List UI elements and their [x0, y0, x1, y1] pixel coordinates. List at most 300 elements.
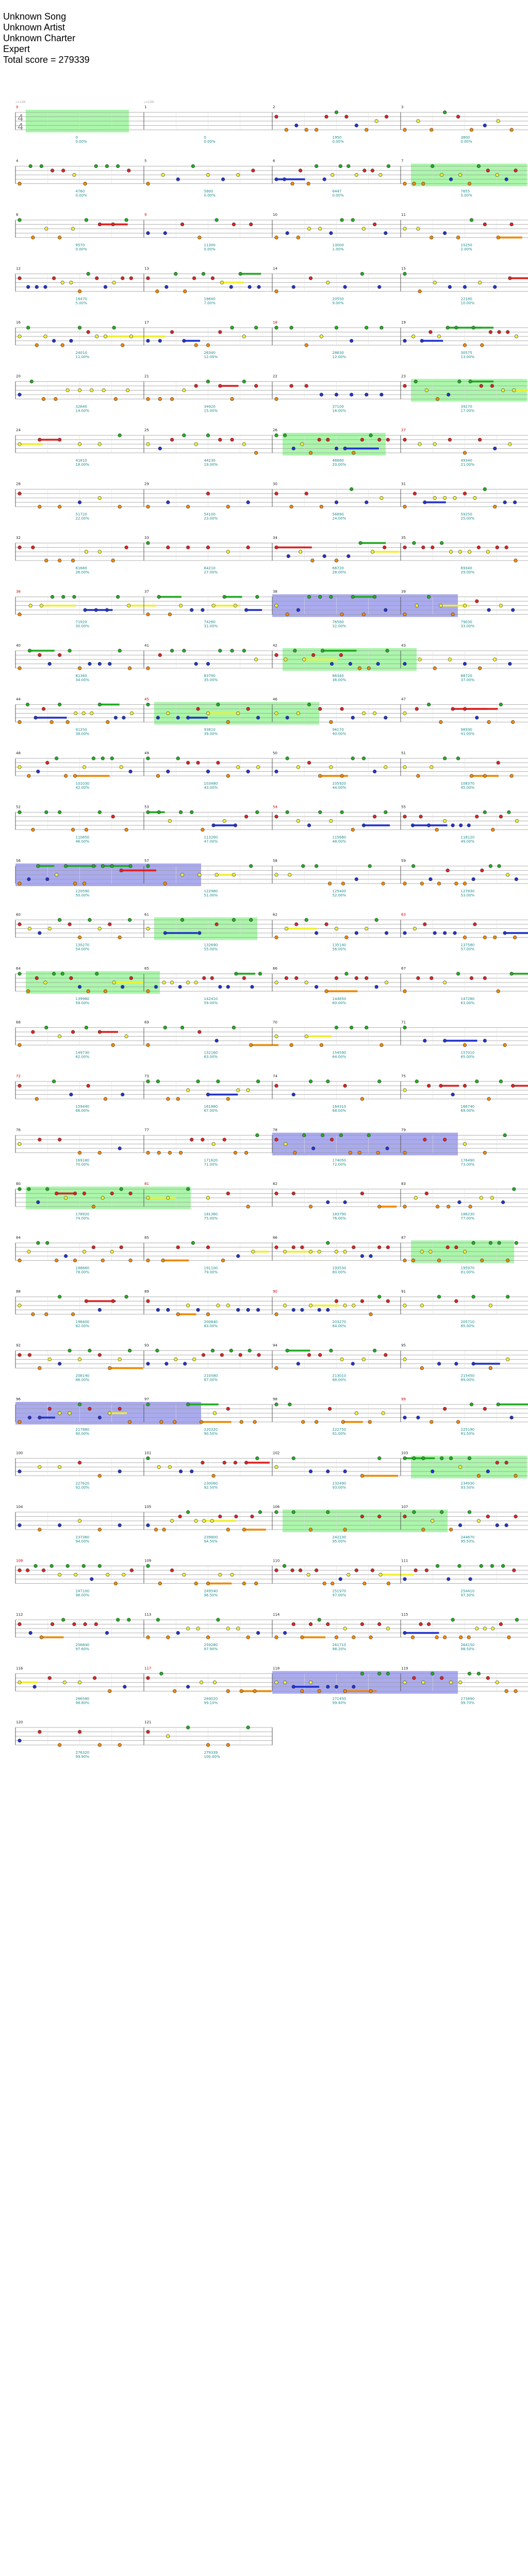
- measure-score: 259280: [204, 1643, 218, 1647]
- note-gem: [146, 1636, 150, 1639]
- note-gem: [439, 1084, 443, 1088]
- note-gem: [376, 1151, 380, 1155]
- note-gem: [125, 1295, 128, 1299]
- measure-number: 117: [144, 1666, 152, 1671]
- note-gem: [42, 397, 45, 401]
- note-gem: [325, 990, 328, 993]
- sustain-tail: [512, 973, 528, 975]
- note-gem: [420, 339, 424, 343]
- note-gem: [254, 384, 258, 388]
- artist-name: Unknown Artist: [3, 22, 65, 32]
- note-gem: [84, 1622, 87, 1626]
- note-gem: [307, 761, 311, 765]
- measure-percent: 0.00%: [75, 193, 87, 198]
- note-gem: [307, 1353, 311, 1357]
- note-gem: [377, 1672, 381, 1675]
- measure-score: 86340: [332, 674, 344, 678]
- note-gem: [451, 1093, 455, 1096]
- note-gem: [491, 1627, 495, 1631]
- measure-percent: 0.00%: [204, 247, 216, 251]
- note-gem: [226, 1192, 230, 1195]
- note-gem: [440, 1511, 443, 1514]
- note-gem: [223, 595, 226, 599]
- measure-percent: 22.00%: [75, 516, 90, 521]
- note-gem: [468, 182, 471, 185]
- note-gem: [51, 595, 54, 599]
- note-gem: [167, 1097, 170, 1101]
- note-gem: [403, 1681, 407, 1684]
- measure-percent: 25.00%: [460, 516, 475, 521]
- measure-score: 93810: [204, 727, 216, 732]
- note-gem: [299, 550, 302, 554]
- note-gem: [305, 492, 308, 496]
- note-gem: [98, 1416, 102, 1419]
- note-gem: [215, 218, 219, 222]
- note-gem: [403, 711, 407, 715]
- measure-score: 176490: [460, 1158, 475, 1163]
- note-gem: [58, 438, 61, 442]
- note-gem: [183, 1362, 187, 1366]
- note-gem: [418, 443, 422, 446]
- note-gem: [443, 1636, 447, 1639]
- note-gem: [201, 1461, 205, 1465]
- note-gem: [186, 1304, 190, 1308]
- note-gem: [18, 218, 22, 222]
- note-gem: [111, 815, 115, 819]
- note-gem: [283, 434, 287, 437]
- note-gem: [167, 770, 170, 773]
- note-gem: [309, 1304, 312, 1308]
- measure-number: 11: [401, 213, 406, 217]
- note-gem: [343, 1200, 347, 1204]
- note-gem: [351, 828, 355, 832]
- measure-score: 139960: [75, 997, 90, 1001]
- note-gem: [179, 604, 183, 607]
- note-gem: [64, 1196, 68, 1200]
- note-gem: [431, 1470, 434, 1473]
- note-gem: [360, 1192, 364, 1195]
- note-gem: [219, 1573, 222, 1577]
- note-gem: [487, 608, 491, 612]
- measure-number: 14: [273, 266, 277, 271]
- measure-score: 28630: [332, 351, 344, 355]
- note-gem: [18, 335, 22, 338]
- note-gem: [443, 1039, 447, 1043]
- sustain-tail: [287, 1350, 310, 1352]
- measure-percent: 64.00%: [332, 1055, 346, 1059]
- note-gem: [486, 550, 490, 554]
- note-gem: [35, 976, 39, 980]
- sustain-tail: [20, 443, 42, 445]
- measure-number: 82: [273, 1182, 277, 1186]
- measure-percent: 1.00%: [332, 247, 344, 251]
- note-gem: [98, 662, 102, 666]
- note-gem: [501, 1564, 505, 1568]
- note-gem: [384, 766, 388, 769]
- measure-percent: 98.80%: [75, 1701, 90, 1705]
- measure-score: 174050: [332, 1158, 346, 1163]
- note-gem: [64, 1255, 68, 1258]
- note-gem: [384, 810, 388, 814]
- note-gem: [122, 1573, 126, 1577]
- note-gem: [246, 1205, 250, 1209]
- note-gem: [373, 1349, 376, 1352]
- note-gem: [18, 443, 22, 446]
- measure-percent: 63.00%: [204, 1055, 218, 1059]
- note-gem: [190, 1138, 193, 1142]
- note-gem: [380, 326, 384, 330]
- note-gem: [226, 1407, 230, 1411]
- note-gem: [498, 330, 501, 334]
- measure-percent: 38.00%: [75, 732, 90, 736]
- note-gem: [377, 1622, 381, 1626]
- note-gem: [129, 770, 133, 773]
- measure-number: 34: [273, 536, 277, 540]
- note-gem: [223, 1461, 226, 1465]
- note-gem: [403, 505, 407, 509]
- measure-percent: 42.00%: [75, 786, 90, 790]
- note-gem: [108, 1689, 111, 1693]
- measure-number: 36: [16, 589, 21, 594]
- measure-percent: 48.00%: [332, 839, 346, 844]
- note-gem: [118, 1358, 122, 1361]
- measure-percent: 0.00%: [204, 193, 216, 198]
- note-gem: [38, 1528, 42, 1532]
- measure-percent: 75.00%: [204, 1216, 218, 1221]
- measure-number: 93: [144, 1343, 149, 1348]
- note-gem: [78, 1730, 81, 1734]
- measure-number: 60: [16, 912, 21, 917]
- note-gem: [31, 1030, 35, 1034]
- note-gem: [362, 757, 366, 760]
- note-gem: [411, 1636, 415, 1639]
- measure-number: 62: [273, 912, 277, 917]
- note-gem: [508, 662, 512, 666]
- note-gem: [220, 281, 224, 284]
- note-gem: [183, 434, 186, 437]
- note-gem: [433, 931, 437, 935]
- note-gem: [413, 927, 417, 930]
- note-gem: [64, 774, 68, 778]
- sustain-tail: [40, 439, 58, 441]
- measure-number: 73: [144, 1074, 149, 1078]
- measure-percent: 0.00%: [332, 193, 344, 198]
- note-gem: [251, 1515, 254, 1518]
- note-gem: [329, 766, 333, 769]
- note-gem: [105, 608, 109, 612]
- note-gem: [92, 1246, 95, 1249]
- note-gem: [480, 1196, 483, 1200]
- note-gem: [343, 1689, 347, 1693]
- measure-number: 58: [273, 859, 277, 863]
- note-gem: [88, 918, 92, 922]
- measure-score: 215450: [460, 1374, 475, 1378]
- note-gem: [473, 923, 477, 926]
- measure-number: 18: [273, 320, 277, 325]
- note-gem: [458, 1564, 461, 1568]
- note-gem: [275, 873, 278, 877]
- note-gem: [483, 810, 487, 814]
- note-gem: [101, 757, 105, 760]
- note-gem: [230, 1573, 234, 1577]
- note-gem: [470, 976, 473, 980]
- measure-score: 237360: [75, 1535, 90, 1539]
- note-gem: [458, 1200, 461, 1204]
- measure-score: 230060: [204, 1481, 218, 1486]
- note-gem: [194, 1582, 198, 1585]
- note-gem: [146, 990, 150, 993]
- note-gem: [242, 976, 246, 980]
- sustain-tail: [286, 928, 317, 930]
- note-gem: [463, 1142, 467, 1146]
- measure-percent: 27.00%: [204, 570, 218, 574]
- note-gem: [443, 981, 447, 985]
- note-gem: [71, 559, 75, 563]
- note-gem: [110, 865, 114, 868]
- measure-score: 16470: [75, 297, 87, 301]
- note-gem: [412, 541, 416, 545]
- note-gem: [436, 1205, 439, 1209]
- note-gem: [275, 236, 278, 240]
- note-gem: [61, 595, 65, 599]
- note-gem: [275, 1035, 278, 1038]
- note-gem: [486, 169, 490, 173]
- measure-score: 234930: [460, 1481, 475, 1486]
- note-gem: [18, 1142, 22, 1146]
- note-gem: [425, 1192, 428, 1195]
- note-gem: [206, 662, 210, 666]
- note-gem: [352, 1304, 355, 1308]
- note-gem: [510, 1416, 514, 1419]
- note-gem: [248, 1349, 252, 1352]
- measure-percent: 92.00%: [75, 1485, 90, 1490]
- note-gem: [111, 223, 115, 226]
- measure-number: 98: [273, 1397, 277, 1401]
- measure-percent: 82.00%: [75, 1324, 90, 1328]
- note-gem: [206, 434, 210, 437]
- note-gem: [31, 1313, 35, 1316]
- measure-score: 105920: [332, 782, 346, 786]
- note-gem: [161, 1259, 165, 1262]
- note-gem: [490, 384, 494, 388]
- note-gem: [178, 1515, 182, 1518]
- note-gem: [487, 1097, 491, 1101]
- note-gem: [420, 882, 424, 886]
- note-gem: [249, 223, 253, 226]
- note-gem: [387, 1582, 390, 1585]
- note-gem: [506, 873, 509, 877]
- note-gem: [110, 1250, 114, 1253]
- note-gem: [246, 1308, 250, 1312]
- note-gem: [375, 918, 378, 922]
- note-gem: [503, 1043, 507, 1047]
- note-gem: [369, 1636, 373, 1639]
- measure-score: 3800: [460, 135, 470, 140]
- note-gem: [365, 1026, 368, 1029]
- measure-number: 29: [144, 482, 149, 486]
- measure-number: 97: [144, 1397, 149, 1401]
- note-gem: [411, 865, 415, 868]
- note-gem: [58, 1138, 61, 1142]
- measure-score: 188660: [75, 1266, 90, 1270]
- note-gem: [286, 613, 289, 616]
- measure-percent: 34.00%: [75, 678, 90, 682]
- note-gem: [340, 1358, 344, 1361]
- note-gem: [379, 173, 383, 177]
- sustain-tail: [465, 708, 498, 710]
- measure-number: 79: [401, 1128, 406, 1132]
- sustain-tail: [36, 717, 67, 719]
- measure-number: 95: [401, 1343, 406, 1348]
- note-gem: [190, 1470, 193, 1473]
- note-gem: [98, 550, 102, 554]
- note-gem: [373, 595, 376, 599]
- note-gem: [360, 1474, 364, 1478]
- note-gem: [341, 1420, 345, 1424]
- measure-number: 48: [16, 751, 21, 755]
- measure-percent: 53.00%: [460, 893, 475, 897]
- note-gem: [186, 1188, 190, 1191]
- note-gem: [95, 972, 98, 976]
- note-gem: [78, 388, 81, 392]
- measure-number: 0: [16, 105, 19, 109]
- note-gem: [443, 757, 447, 760]
- measure-percent: 44.00%: [332, 786, 346, 790]
- measure-score: 261710: [332, 1643, 346, 1647]
- note-gem: [194, 344, 198, 347]
- note-gem: [326, 1200, 330, 1204]
- note-gem: [433, 667, 437, 670]
- note-gem: [186, 1089, 190, 1092]
- note-gem: [101, 1259, 105, 1262]
- measure-score: 217880: [75, 1428, 90, 1432]
- measure-score: 103480: [204, 782, 218, 786]
- note-gem: [58, 559, 61, 563]
- note-gem: [78, 1681, 81, 1684]
- note-gem: [386, 438, 390, 442]
- measure-number: 54: [273, 805, 277, 809]
- measure-number: 16: [16, 320, 21, 325]
- note-gem: [146, 1456, 150, 1460]
- sustain-tail: [405, 1632, 439, 1634]
- note-gem: [18, 1188, 22, 1191]
- note-gem: [98, 1564, 102, 1568]
- note-gem: [403, 1515, 407, 1518]
- note-gem: [146, 1299, 150, 1303]
- note-gem: [403, 662, 407, 666]
- note-gem: [186, 1685, 190, 1689]
- measure-percent: 21.00%: [460, 463, 475, 467]
- measure-score: 22180: [460, 297, 472, 301]
- measure-number: 6: [273, 159, 275, 163]
- note-gem: [104, 1097, 107, 1101]
- note-gem: [368, 865, 372, 868]
- measure-percent: 91.00%: [332, 1432, 346, 1436]
- note-gem: [352, 1246, 355, 1249]
- note-gem: [483, 936, 487, 939]
- note-gem: [435, 1636, 439, 1639]
- sustain-tail: [302, 1636, 325, 1638]
- note-gem: [191, 1241, 195, 1245]
- note-gem: [73, 1192, 77, 1195]
- note-gem: [73, 595, 76, 599]
- note-gem: [419, 815, 423, 819]
- note-gem: [414, 380, 418, 383]
- measure-percent: 51.00%: [204, 893, 218, 897]
- sustain-tail: [159, 596, 182, 598]
- note-gem: [129, 865, 133, 868]
- note-gem: [170, 1519, 174, 1523]
- note-gem: [423, 1138, 427, 1142]
- note-gem: [90, 1578, 94, 1581]
- measure-number: 114: [273, 1613, 280, 1617]
- measure-score: 183790: [332, 1212, 346, 1216]
- note-gem: [483, 1151, 487, 1155]
- measure-number: 46: [273, 697, 277, 702]
- note-gem: [70, 1093, 73, 1096]
- note-gem: [206, 492, 210, 496]
- measure-percent: 50.00%: [75, 893, 90, 897]
- measure-percent: 91.50%: [460, 1432, 475, 1436]
- note-gem: [362, 824, 366, 827]
- note-gem: [176, 1097, 180, 1101]
- note-gem: [292, 1456, 295, 1460]
- note-gem: [403, 1304, 407, 1308]
- note-gem: [463, 1043, 467, 1047]
- note-gem: [52, 339, 56, 343]
- note-gem: [170, 330, 174, 334]
- measure-percent: 35.00%: [204, 678, 218, 682]
- sustain-tail: [246, 1462, 270, 1464]
- note-gem: [84, 608, 87, 612]
- note-gem: [427, 1622, 431, 1626]
- note-gem: [215, 923, 219, 926]
- note-gem: [335, 976, 338, 980]
- note-gem: [307, 182, 310, 185]
- note-gem: [326, 1308, 330, 1312]
- note-gem: [403, 546, 407, 549]
- note-gem: [339, 1133, 343, 1137]
- note-gem: [206, 1743, 210, 1747]
- note-gem: [384, 1353, 388, 1357]
- note-gem: [120, 869, 123, 872]
- note-gem: [330, 1138, 334, 1142]
- note-gem: [417, 227, 420, 231]
- note-gem: [196, 1627, 200, 1631]
- note-gem: [85, 218, 88, 222]
- measure-number: 15: [401, 266, 406, 271]
- note-gem: [437, 335, 441, 338]
- measure-score: 225190: [460, 1428, 475, 1432]
- note-gem: [275, 178, 278, 181]
- note-gem: [496, 1681, 499, 1684]
- note-gem: [283, 1250, 287, 1253]
- note-gem: [301, 1246, 304, 1249]
- measure-score: 269020: [204, 1697, 218, 1701]
- note-gem: [384, 608, 388, 612]
- note-gem: [290, 505, 293, 509]
- note-gem: [447, 393, 450, 397]
- note-gem: [93, 1676, 96, 1680]
- measure-percent: 94.50%: [204, 1539, 218, 1544]
- note-gem: [232, 918, 236, 922]
- note-gem: [448, 658, 452, 662]
- note-gem: [514, 1474, 518, 1478]
- note-gem: [355, 1412, 358, 1415]
- note-gem: [362, 227, 366, 231]
- measure-percent: 61.00%: [460, 1001, 475, 1005]
- note-gem: [18, 613, 22, 616]
